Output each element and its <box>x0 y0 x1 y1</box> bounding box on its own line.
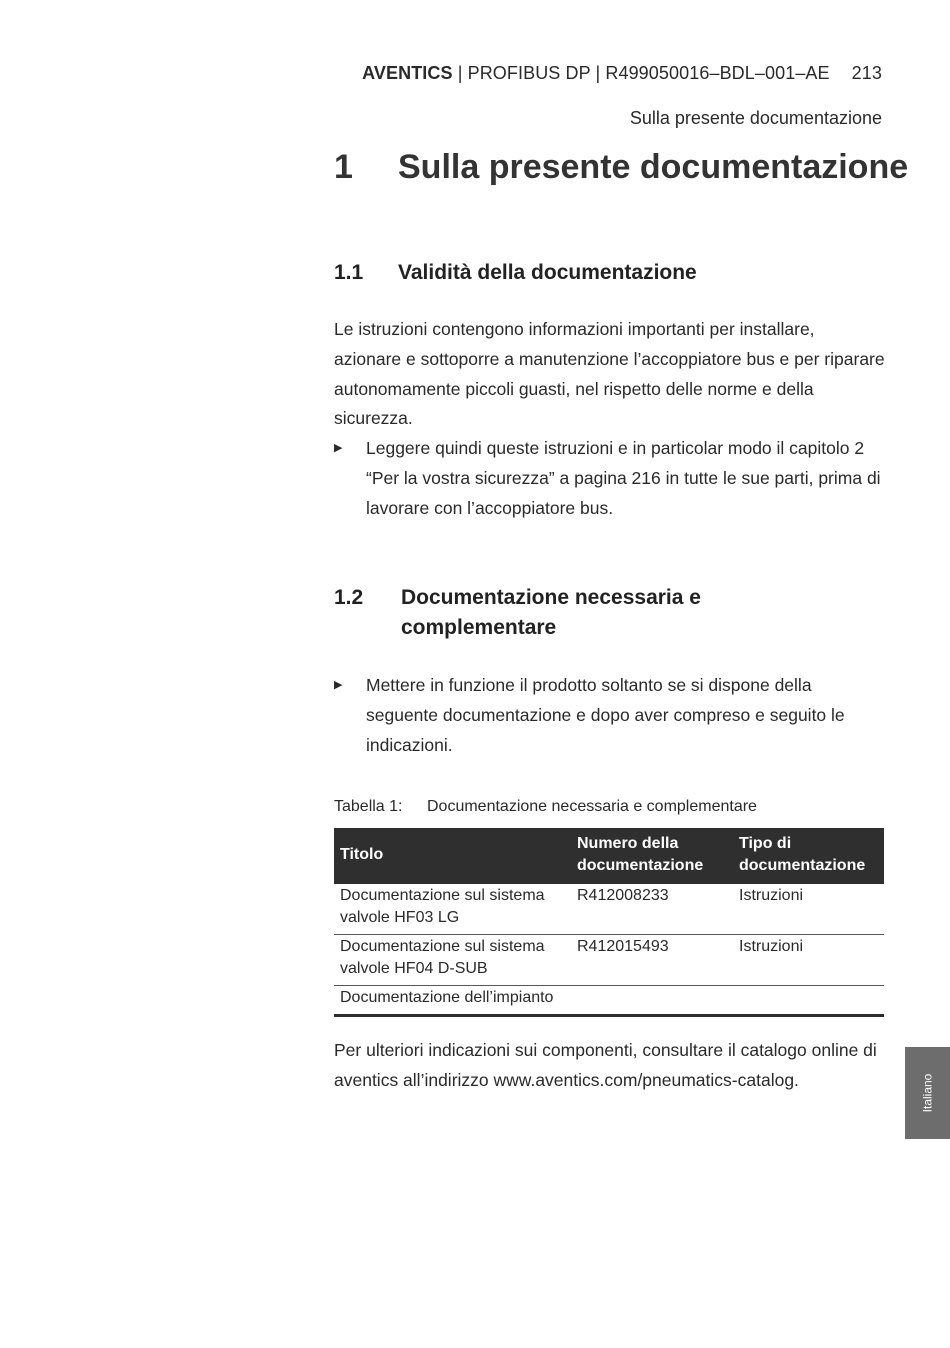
table-header-cell: Tipo di documentazione <box>733 828 884 884</box>
table-cell <box>733 986 884 1016</box>
section-1-1-paragraph: Le istruzioni contengono informazioni importanti per installare, azionare e sottoporre a manutenzione l’accoppiatore bus e per riparare autonomamente piccoli guasti, nel rispetto delle norme e della sicurezza. <box>334 319 885 429</box>
table-caption <box>334 798 757 816</box>
documentation-table <box>334 828 884 1017</box>
running-head: Sulla presente documentazione <box>629 108 882 128</box>
table-header-cell: Titolo <box>334 828 571 884</box>
bullet-arrow-icon: ▶ <box>334 679 343 691</box>
brand-name: AVENTICS <box>362 63 453 83</box>
table-cell <box>571 986 733 1016</box>
section-1-2-title-line1: Documentazione necessaria e <box>401 586 701 609</box>
section-1-2-number: 1.2 <box>334 586 364 609</box>
table-cell: Documentazione sul sistema valvole HF04 D-SUB <box>334 935 571 986</box>
page-number: 213 <box>851 63 882 83</box>
table-caption-label: Tabella 1: <box>334 798 403 815</box>
section-1-2-title-line2: complementare <box>401 616 557 639</box>
bullet-arrow-icon: ▶ <box>334 442 343 454</box>
table-cell: R412015493 <box>571 935 733 986</box>
closing-paragraph: Per ulteriori indicazioni sui componenti, consultare il catalogo online di aventics all’indirizzo www.aventics.com/pneumatics-catalog. <box>334 1040 877 1090</box>
table-cell: Documentazione dell’impianto <box>340 989 554 1006</box>
bullet-text: Leggere quindi queste istruzioni e in particolar modo il capitolo 2 “Per la vostra sicurezza” a pagina 216 in tutte le sue parti, prima di lavorare con l’accoppiatore bus. <box>366 438 881 518</box>
bullet-text: Mettere in funzione il prodotto soltanto se si dispone della seguente documentazione e dopo aver compreso e seguito le indicazioni. <box>366 675 845 755</box>
table-cell: Istruzioni <box>733 935 884 986</box>
chapter-heading <box>334 148 908 187</box>
table-row <box>334 986 884 1016</box>
table-header-row <box>334 828 884 884</box>
table-cell: Istruzioni <box>733 884 884 935</box>
language-label: Italiano <box>920 1073 935 1113</box>
language-side-tab <box>905 1047 950 1139</box>
document-info: | PROFIBUS DP | R499050016–BDL–001–AE <box>452 63 830 83</box>
table-cell: R412008233 <box>571 884 733 935</box>
section-1-1-title: Validità della documentazione <box>398 261 697 284</box>
chapter-number: 1 <box>334 148 353 186</box>
section-1-1-number: 1.1 <box>334 261 364 284</box>
page-header <box>362 63 882 84</box>
table-caption-text: Documentazione necessaria e complementare <box>427 798 757 815</box>
table-header-cell: Numero della documentazione <box>571 828 733 884</box>
chapter-title: Sulla presente documentazione <box>398 148 909 186</box>
table-cell: Documentazione sul sistema valvole HF03 LG <box>334 884 571 935</box>
table-row <box>334 935 884 986</box>
table-row <box>334 884 884 935</box>
